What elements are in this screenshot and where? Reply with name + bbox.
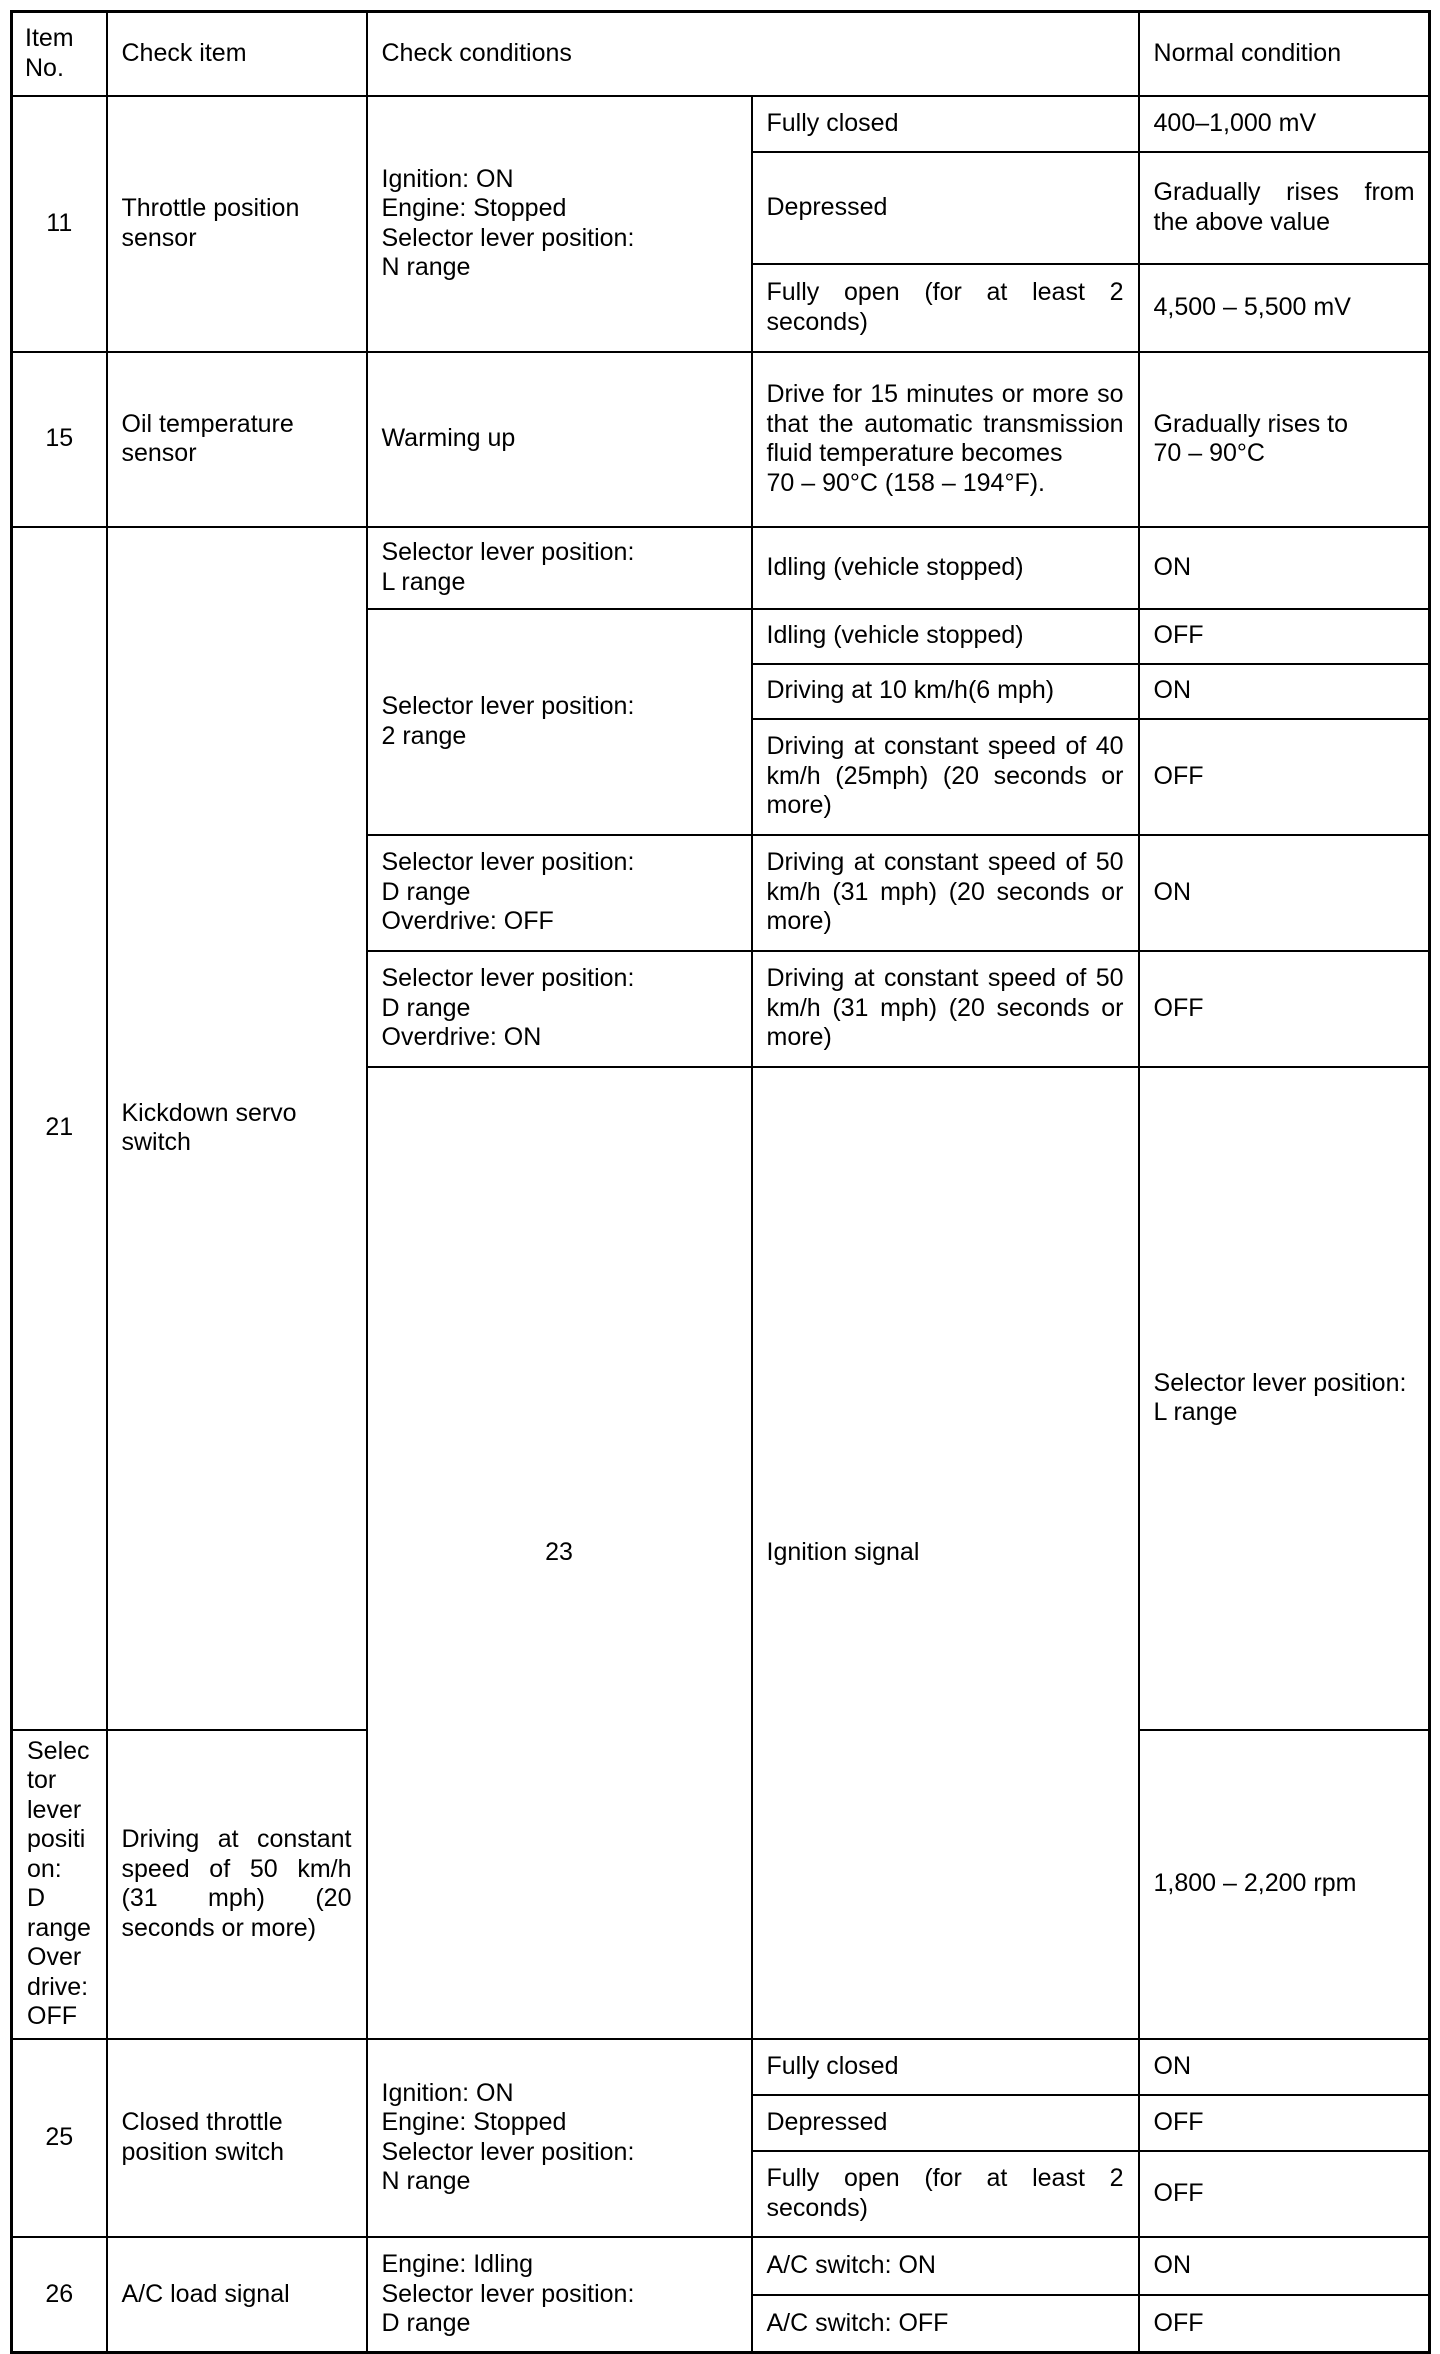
condition-cell: Selector lever position: L range [1139, 1067, 1430, 1730]
condition-cell: Ignition: ON Engine: Stopped Selector lever position: N range [367, 2039, 752, 2237]
normal-cell: 1,800 – 2,200 rpm [1139, 1730, 1430, 2039]
normal-cell: ON [1139, 2039, 1430, 2095]
condition-cell: Warming up [367, 352, 752, 527]
check-item-cell: Oil temperature sensor [107, 352, 367, 527]
header-check-item: Check item [107, 12, 367, 96]
check-item-cell: A/C load signal [107, 2237, 367, 2353]
header-normal-condition: Normal condition [1139, 12, 1430, 96]
detail-cell: Driving at constant speed of 50 km/h (31 mph) (20 seconds or more) [752, 951, 1139, 1067]
normal-cell: ON [1139, 2237, 1430, 2295]
detail-cell: Depressed [752, 2095, 1139, 2151]
condition-cell: Selector lever position: D range Overdrive: ON [367, 951, 752, 1067]
check-item-cell: Ignition signal [752, 1067, 1139, 2039]
normal-cell: OFF [1139, 2295, 1430, 2353]
header-item-no: Item No. [12, 12, 107, 96]
detail-cell: Idling (vehicle stopped) [752, 609, 1139, 664]
detail-cell: A/C switch: OFF [752, 2295, 1139, 2353]
item-no-cell: 11 [12, 96, 107, 352]
table-row [12, 96, 1430, 152]
check-item-cell: Throttle position sensor [107, 96, 367, 352]
item-no-cell: 15 [12, 352, 107, 527]
check-item-cell: Kickdown servo switch [107, 527, 367, 1730]
normal-cell: OFF [1139, 719, 1430, 835]
condition-cell: Selector lever position: D range Overdrive: OFF [12, 1730, 107, 2039]
normal-cell: Gradually rises from the above value [1139, 152, 1430, 264]
detail-cell: Fully closed [752, 2039, 1139, 2095]
detail-cell: Drive for 15 minutes or more so that the automatic transmission fluid temperature becomes 70 – 90°C (158 – 194°F). [752, 352, 1139, 527]
condition-cell: Selector lever position: 2 range [367, 609, 752, 835]
condition-cell: Selector lever position: D range Overdrive: OFF [367, 835, 752, 951]
condition-cell: Selector lever position: L range [367, 527, 752, 609]
table-header-row [12, 12, 1430, 96]
normal-cell: OFF [1139, 951, 1430, 1067]
check-table [10, 10, 1431, 2354]
normal-cell: ON [1139, 527, 1430, 609]
normal-cell: ON [1139, 664, 1430, 719]
normal-cell: OFF [1139, 2095, 1430, 2151]
table-row [12, 527, 1430, 609]
table-row [12, 2237, 1430, 2295]
table-row [12, 2039, 1430, 2095]
normal-cell: OFF [1139, 2151, 1430, 2237]
normal-cell: OFF [1139, 609, 1430, 664]
item-no-cell: 21 [12, 527, 107, 1730]
detail-cell: Driving at constant speed of 40 km/h (25mph) (20 seconds or more) [752, 719, 1139, 835]
normal-cell: Gradually rises to 70 – 90°C [1139, 352, 1430, 527]
header-check-conditions: Check conditions [367, 12, 1139, 96]
normal-cell: 4,500 – 5,500 mV [1139, 264, 1430, 352]
detail-cell: Depressed [752, 152, 1139, 264]
detail-cell: Fully closed [752, 96, 1139, 152]
normal-cell: 400–1,000 mV [1139, 96, 1430, 152]
normal-cell: ON [1139, 835, 1430, 951]
detail-cell: Driving at 10 km/h(6 mph) [752, 664, 1139, 719]
detail-cell: Driving at constant speed of 50 km/h (31 mph) (20 seconds or more) [752, 835, 1139, 951]
check-item-cell: Closed throttle position switch [107, 2039, 367, 2237]
condition-cell: Ignition: ON Engine: Stopped Selector lever position: N range [367, 96, 752, 352]
table-row [12, 352, 1430, 527]
item-no-cell: 26 [12, 2237, 107, 2353]
detail-cell: Idling (vehicle stopped) [752, 527, 1139, 609]
detail-cell: A/C switch: ON [752, 2237, 1139, 2295]
item-no-cell: 23 [367, 1067, 752, 2039]
detail-cell: Fully open (for at least 2 seconds) [752, 264, 1139, 352]
item-no-cell: 25 [12, 2039, 107, 2237]
detail-cell: Fully open (for at least 2 seconds) [752, 2151, 1139, 2237]
detail-cell: Driving at constant speed of 50 km/h (31 mph) (20 seconds or more) [107, 1730, 367, 2039]
condition-cell: Engine: Idling Selector lever position: D range [367, 2237, 752, 2353]
